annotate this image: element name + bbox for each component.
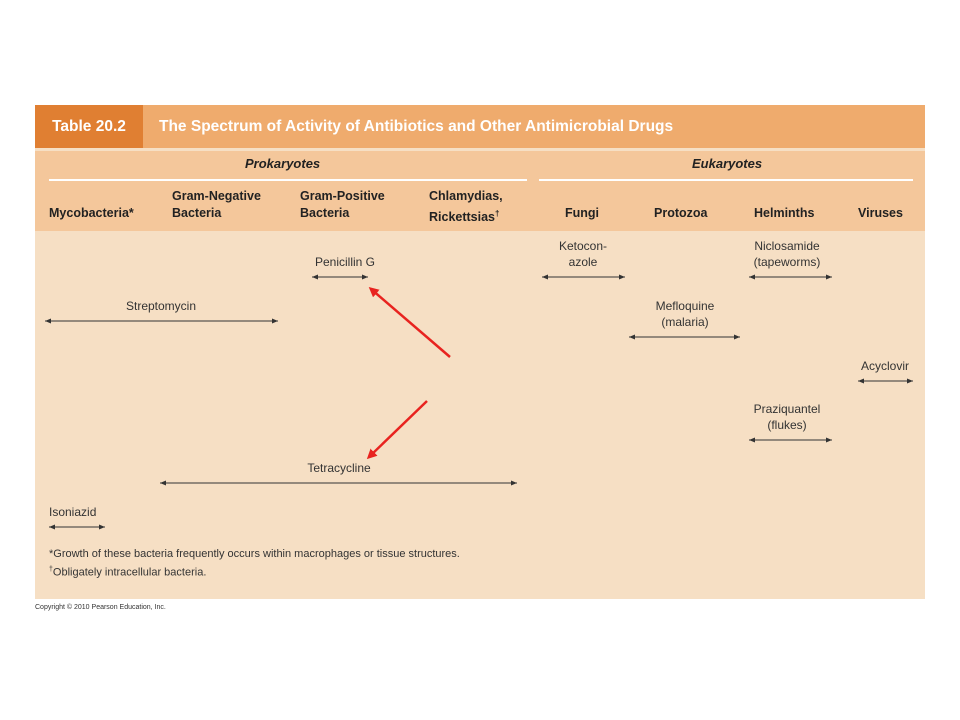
- column-gram-negative-line2: Bacteria: [172, 206, 222, 220]
- drug-praziquantel-line1: Praziquantel: [753, 402, 821, 416]
- drug-niclosamide-line2: (tapeworms): [753, 255, 821, 269]
- column-fungi: Fungi: [565, 206, 600, 220]
- drug-streptomycin-label: Streptomycin: [125, 299, 197, 313]
- column-gram-positive-line1: Gram-Positive: [300, 189, 385, 203]
- drug-ketoconazole-line2: azole: [568, 255, 598, 269]
- column-protozoa: Protozoa: [654, 206, 708, 220]
- drug-tetracycline-label: Tetracycline: [307, 461, 371, 475]
- footnote-asterisk: *Growth of these bacteria frequently occurs within macrophages or tissue structures.: [49, 548, 460, 560]
- column-gram-negative-line1: Gram-Negative: [172, 189, 261, 203]
- footnote-dagger-text: Obligately intracellular bacteria.: [52, 566, 207, 579]
- column-helminths: Helminths: [754, 206, 815, 220]
- drug-niclosamide-line1: Niclosamide: [754, 239, 820, 253]
- column-viruses: Viruses: [858, 206, 903, 220]
- column-mycobacteria: Mycobacteria*: [49, 206, 134, 220]
- drug-mefloquine-line1: Mefloquine: [655, 299, 715, 313]
- drug-mefloquine-line2: (malaria): [661, 315, 709, 329]
- copyright-notice: Copyright © 2010 Pearson Education, Inc.: [35, 604, 166, 611]
- annotation-arrow-tetracycline: [369, 401, 427, 457]
- drug-praziquantel-line2: (flukes): [767, 418, 807, 432]
- table-title: The Spectrum of Activity of Antibiotics and Other Antimicrobial Drugs: [159, 118, 674, 135]
- dagger-mark: †: [495, 209, 500, 218]
- annotation-arrow-penicillin: [371, 289, 450, 357]
- drug-acyclovir-label: Acyclovir: [860, 359, 909, 373]
- prokaryotes-group-label: Prokaryotes: [245, 156, 321, 171]
- footnote-dagger-mark: †: [49, 566, 53, 573]
- drug-ketoconazole-line1: Ketocon-: [558, 239, 608, 253]
- drug-penicillin-label: Penicillin G: [314, 255, 376, 269]
- drug-isoniazid-label: Isoniazid: [49, 505, 97, 519]
- eukaryotes-group-label: Eukaryotes: [692, 156, 763, 171]
- column-chlamydias-line1: Chlamydias,: [429, 189, 503, 203]
- column-rickettsias-label: Rickettsias: [429, 210, 496, 225]
- column-gram-positive-line2: Bacteria: [300, 206, 350, 220]
- table-number: Table 20.2: [35, 105, 143, 148]
